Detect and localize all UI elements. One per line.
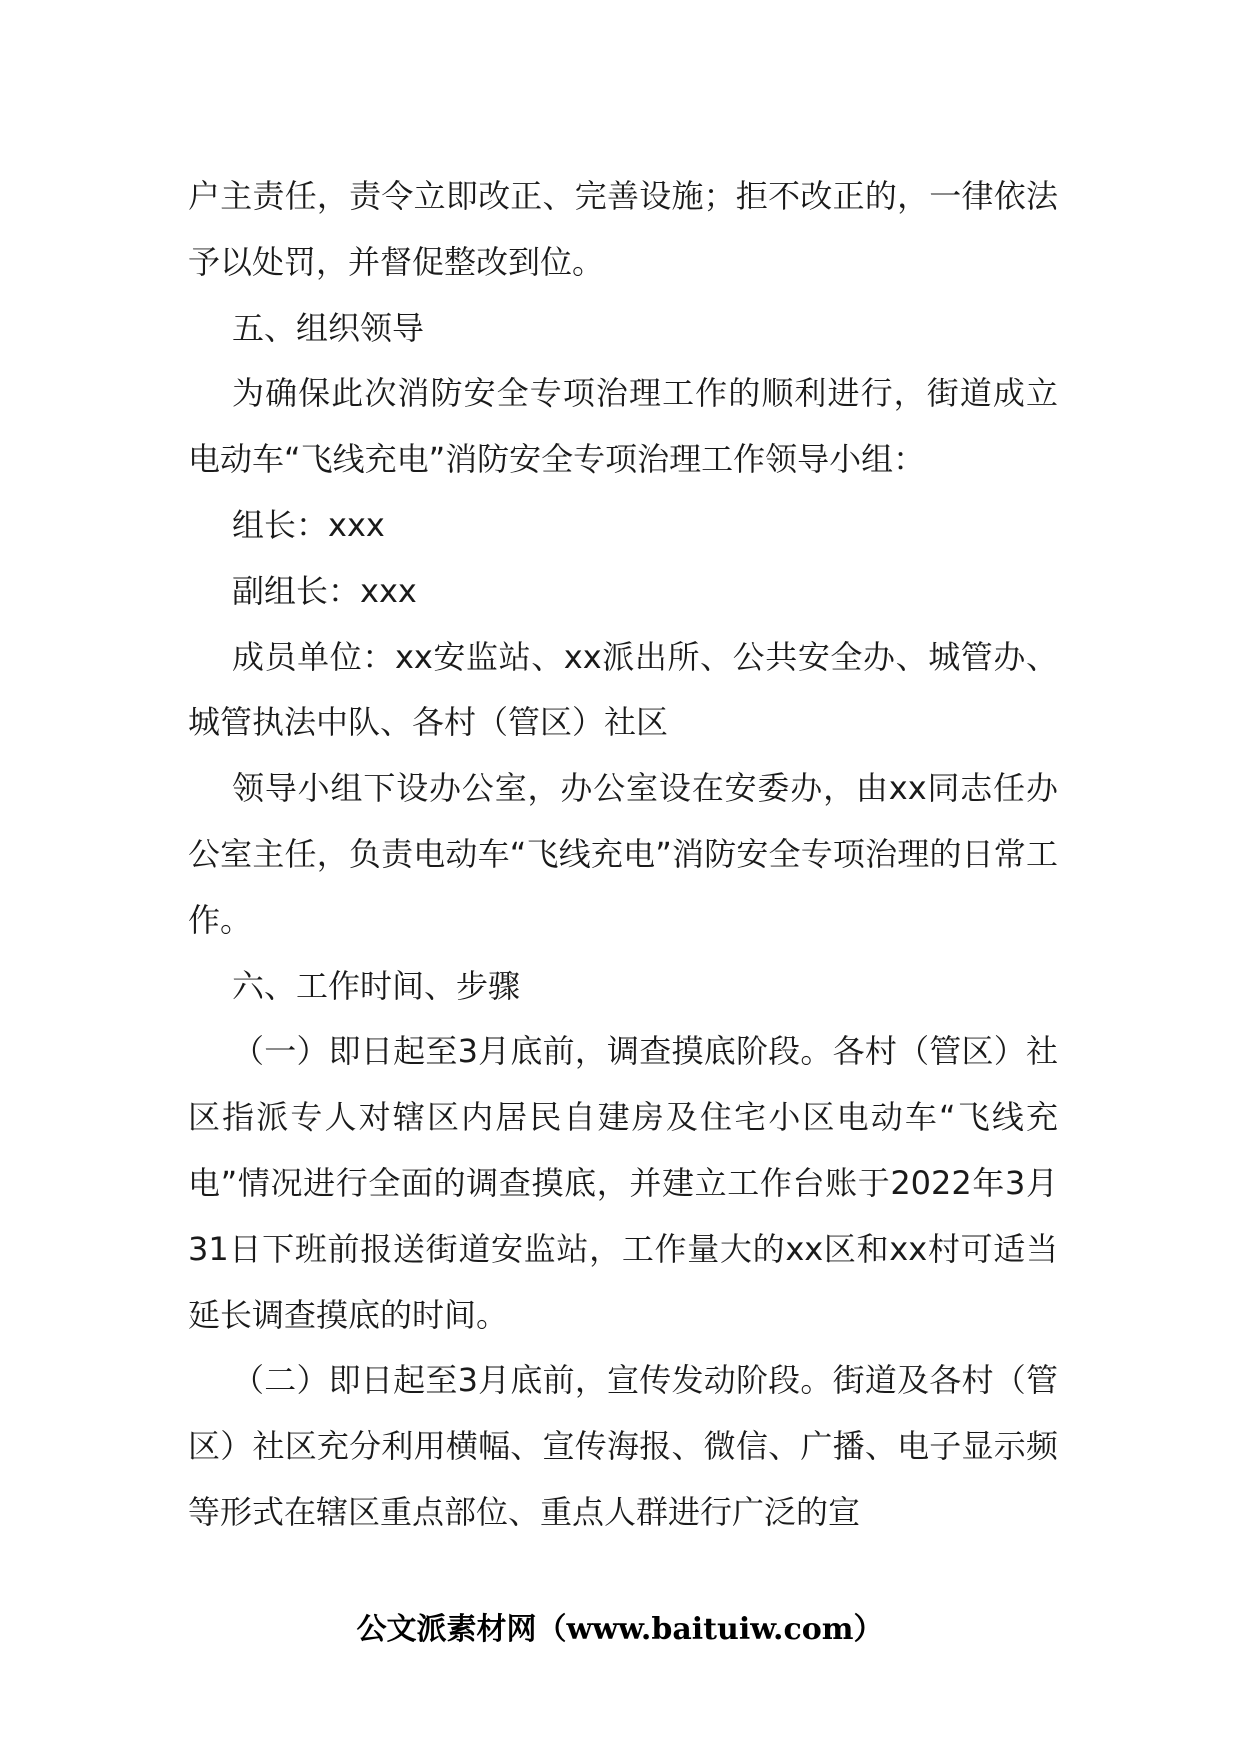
paragraph-office: 领导小组下设办公室，办公室设在安委办，由xx同志任办公室主任，负责电动车“飞线充电”消防安全专项治理的日常工作。: [188, 769, 1058, 939]
page-footer-watermark: 公文派素材网（www.baituiw.com）: [356, 1612, 884, 1647]
paragraph-member-units: 成员单位：xx安监站、xx派出所、公共安全办、城管办、城管执法中队、各村（管区）社区: [188, 637, 1058, 742]
paragraph-group-leader: 组长：xxx: [232, 505, 385, 544]
section-heading-organization: 五、组织领导: [232, 308, 425, 347]
paragraph-step-one: （一）即日起至3月底前，调查摸底阶段。各村（管区）社区指派专人对辖区内居民自建房及住宅小区电动车“飞线充电”情况进行全面的调查摸底，并建立工作台账于2022年3月31日下班前报送街道安监站，工作量大的xx区和xx村可适当延长调查摸底的时间。: [188, 1032, 1058, 1334]
paragraph-step-two: （二）即日起至3月底前，宣传发动阶段。街道及各村（管区）社区充分利用横幅、宣传海报、微信、广播、电子显示频等形式在辖区重点部位、重点人群进行广泛的宣: [188, 1361, 1058, 1531]
paragraph-continuation: 户主责任，责令立即改正、完善设施；拒不改正的，一律依法予以处罚，并督促整改到位。: [188, 177, 1058, 281]
section-heading-schedule: 六、工作时间、步骤: [232, 966, 521, 1005]
document-body: [188, 164, 1058, 1546]
paragraph-deputy-leader: 副组长：xxx: [232, 571, 417, 610]
paragraph-leadership-group: 为确保此次消防安全专项治理工作的顺利进行，街道成立电动车“飞线充电”消防安全专项治理工作领导小组：: [188, 374, 1058, 479]
